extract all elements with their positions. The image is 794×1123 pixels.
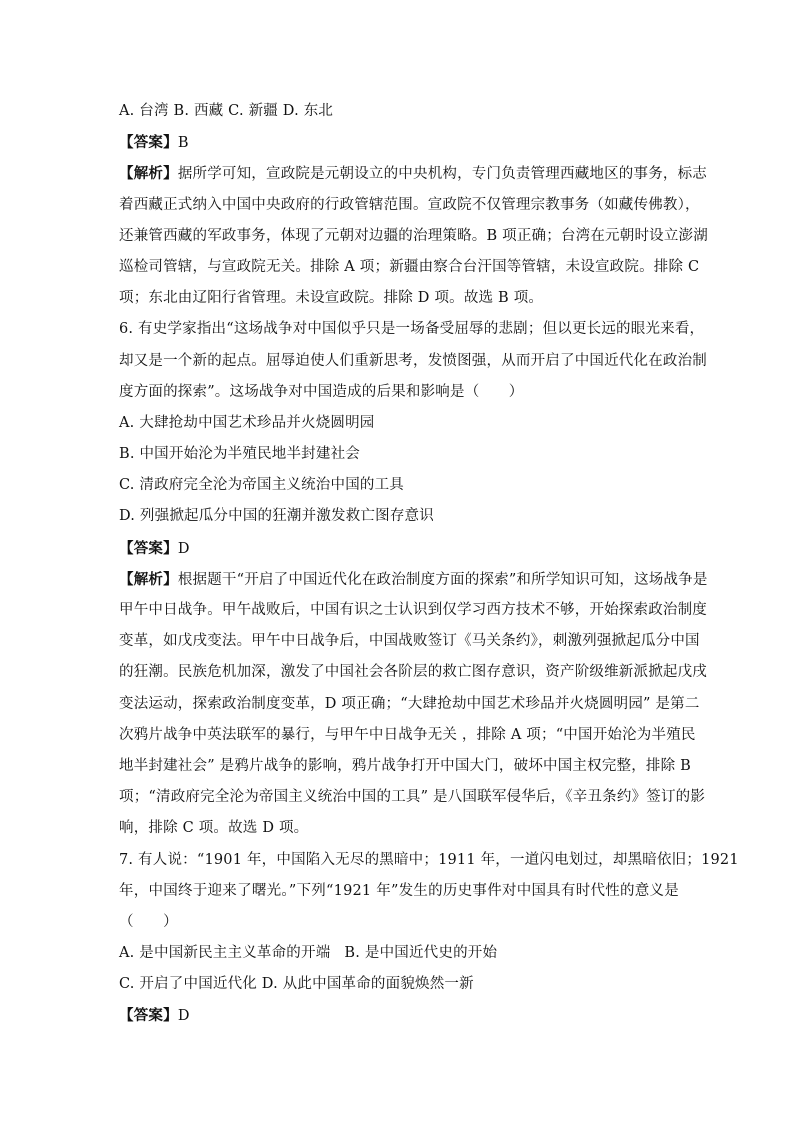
answer-tag: 【答案】 [119,1007,178,1025]
q5-analysis-line: 着西藏正式纳入中国中央政府的行政管辖范围。宣政院不仅管理宗教事务（如藏传佛教）， [119,196,700,213]
q5-options: A. 台湾 B. 西藏 C. 新疆 D. 东北 [119,103,334,119]
q7-stem-line: 7. 有人说：“1901 年，中国陷入无尽的黑暗中；1911 年，一道闪电划过，却黑暗依旧；1921 [119,851,739,868]
q6-answer [119,533,679,564]
answer-value: B [177,135,189,152]
q7-options-cd: C. 开启了中国近代化 D. 从此中国革命的面貌焕然一新 [119,976,474,993]
q6-analysis-line: 变革，如戊戌变法。甲午中日战争后，中国战败签订《马关条约》，刺激列强掀起瓜分中国 [119,633,700,650]
q6-option-a: A. 大肆抢劫中国艺术珍品并火烧圆明园 [119,414,375,431]
q7-answer [119,1000,679,1031]
q6-analysis-line: 【解析】根据题干“开启了中国近代化在政治制度方面的探索”和所学知识可知，这场战争是 [119,570,708,588]
document-page [119,96,739,1032]
q6-option-b: B. 中国开始沦为半殖民地半封建社会 [119,446,360,463]
q5-analysis-line: 【解析】据所学可知，宣政院是元朝设立的中央机构，专门负责管理西藏地区的事务，标志 [119,165,708,183]
q6-analysis-line: 项；“清政府完全沦为帝国主义统治中国的工具” 是八国联军侵华后，《辛丑条约》签订的影 [119,789,706,806]
q6-stem-line: 却又是一个新的起点。屈辱迫使人们重新思考，发愤图强，从而开启了中国近代化在政治制 [119,352,707,369]
q5-analysis-line: 巡检司管辖，与宣政院无关。排除 A 项；新疆由察合台汗国等管辖，未设宣政院。排除 C [119,258,700,275]
q6-analysis-line: 地半封建社会” 是鸦片战争的影响，鸦片战争打开中国大门，破坏中国主权完整，排除 B [119,757,691,774]
q6-stem-line: 度方面的探索”。这场战争对中国造成的后果和影响是（ ） [119,383,524,400]
q7-stem-line: 年，中国终于迎来了曙光。”下列“1921 年”发生的历史事件对中国具有时代性的意义是 [119,882,679,899]
q6-option-c: C. 清政府完全沦为帝国主义统治中国的工具 [119,477,404,494]
answer-value: D [177,540,190,557]
analysis-tag: 【解析】 [119,570,178,588]
q6-option-d: D. 列强掀起瓜分中国的狂潮并激发救亡图存意识 [119,508,434,525]
q7-option-b: B. 是中国近代史的开始 [344,945,498,962]
q5-answer [119,127,679,158]
q6-analysis-line: 次鸦片战争中英法联军的暴行，与甲午中日战争无关 ，排除 A 项；“中国开始沦为半殖民 [119,726,696,743]
q6-analysis-line: 的狂潮。民族危机加深，激发了中国社会各阶层的救亡图存意识，资产阶级维新派掀起戊戌 [119,664,707,681]
q6-analysis-line: 甲午中日战争。甲午战败后，中国有识之士认识到仅学习西方技术不够，开始探索政治制度 [119,602,707,618]
q6-stem-line: 6. 有史学家指出“这场战争对中国似乎只是一场备受屈辱的悲剧；但以更长远的眼光来看， [119,321,705,338]
q7-option-a: A. 是中国新民主主义革命的开端 [119,945,331,962]
q6-analysis-line: 变法运动，探索政治制度变革，D 项正确；“大肆抢劫中国艺术珍品并火烧圆明园” 是第二 [119,695,700,712]
q7-stem-line: （ ） [119,913,178,930]
q6-analysis-line: 响，排除 C 项。故选 D 项。 [119,820,309,837]
q5-analysis-line: 项；东北由辽阳行省管理。未设宣政院。排除 D 项。故选 B 项。 [119,290,544,307]
analysis-tag: 【解析】 [119,165,178,183]
answer-value: D [177,1008,190,1025]
q5-analysis-line: 还兼管西藏的军政事务，体现了元朝对边疆的治理策略。B 项正确；台湾在元朝时设立澎湖 [119,227,708,244]
answer-tag: 【答案】 [119,539,178,557]
answer-tag: 【答案】 [119,134,178,152]
q7-options-ab [119,938,679,969]
